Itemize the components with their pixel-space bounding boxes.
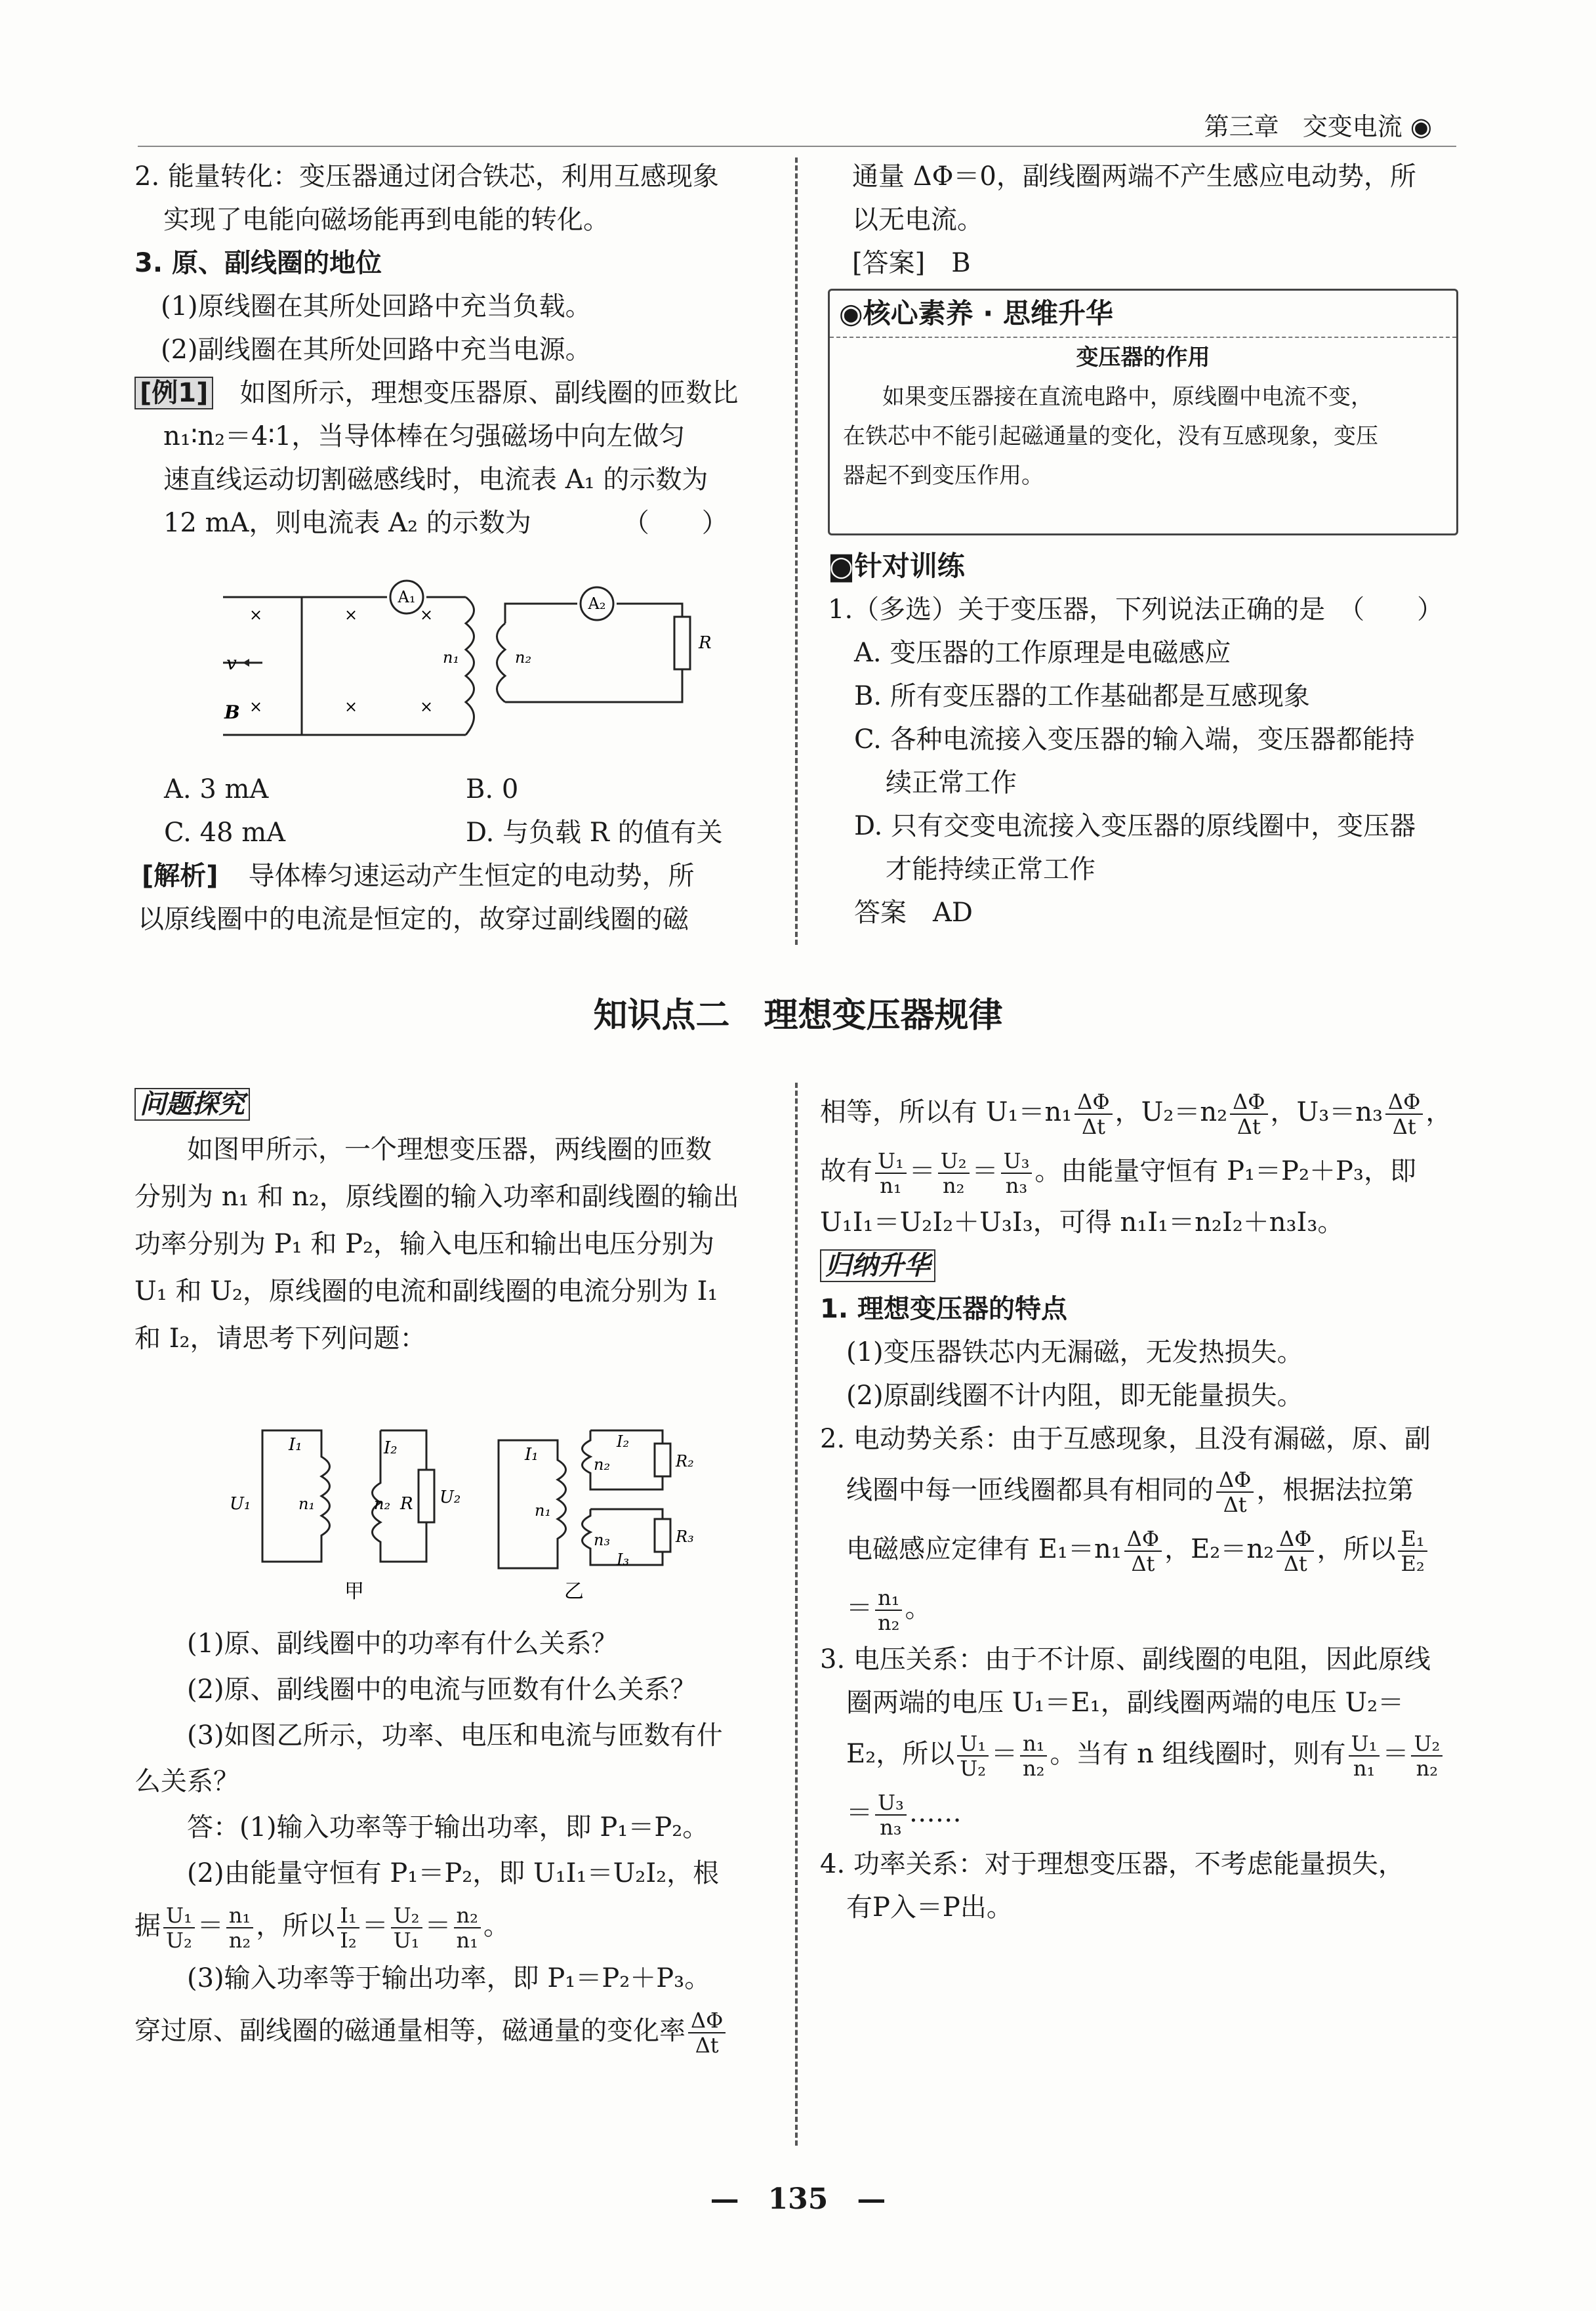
text-line: 和 I₂，请思考下列问题：	[134, 1323, 426, 1354]
example-line: [例1] 如图所示，理想变压器原、副线圈的匝数比	[134, 371, 777, 415]
page-number: — 135 —	[710, 2182, 886, 2216]
svg-text:n₂: n₂	[594, 1455, 611, 1474]
svg-text:U₁: U₁	[230, 1494, 251, 1514]
left-bottom-questions	[134, 1621, 784, 2060]
figure-jia-label: 甲	[344, 1580, 364, 1603]
text-line: 电磁感应定律有 E₁＝n₁ $\frac{\Delta\Phi}{\Delta t}$ ，E₂＝n₂ $\frac{\Delta\Phi}{\Delta t}$ ，所以 $\frac{\text{E₁}}{\text{E₂}}$	[820, 1520, 1466, 1579]
text-line: 以原线圈中的电流是恒定的，故穿过副线圈的磁	[138, 904, 689, 934]
column-divider-bottom	[795, 1083, 798, 2146]
svg-text:×: ×	[344, 697, 358, 716]
svg-text:I₁: I₁	[525, 1445, 539, 1465]
question: (1)原、副线圈中的功率有什么关系？	[187, 1629, 618, 1659]
svg-text:R: R	[400, 1494, 413, 1514]
text-line: 通量 ΔΦ＝0，副线圈两端不产生感应电动势，所	[852, 161, 1416, 192]
text-line: (2)副线圈在其所处回路中充当电源。	[161, 335, 592, 365]
text-line: 故有 $\frac{\text{U₁}}{\text{n₁}}$ ＝ $\frac{\text{U₂}}{\text{n₂}}$ ＝ $\frac{\text{U₃}}{\text{n₃}}$ 。由能量守恒有 P₁＝P₂＋P₃，即	[820, 1148, 1416, 1198]
fraction: $\frac{\Delta\Phi}{\Delta t}$	[1216, 1468, 1254, 1516]
summary-tag: 归纳升华	[820, 1249, 935, 1282]
text-line: 线圈中每一匝线圈都具有相同的 $\frac{\Delta\Phi}{\Delta t}$ ，根据法拉第	[846, 1467, 1414, 1517]
fraction: $\frac{\Delta\Phi}{\Delta t}$	[1230, 1090, 1267, 1138]
answer: 答案 AD	[854, 898, 973, 928]
svg-text:×: ×	[249, 697, 263, 716]
svg-text:×: ×	[420, 697, 434, 716]
core-literacy-title: ◉核心素养 · 思维升华	[830, 291, 1456, 338]
svg-text:×: ×	[420, 606, 434, 624]
text-line: n₁∶n₂＝4∶1，当导体棒在匀强磁场中向左做匀	[163, 421, 685, 451]
heading: 1. 理想变压器的特点	[820, 1294, 1067, 1324]
answer-line: 据 $\frac{\text{U₁}}{\text{U₂}}$ ＝ $\frac{\text{n₁}}{\text{n₂}}$ ，所以 $\frac{\text{I₁}}{\text{I₂}}$ ＝ $\frac{\text{U₂}}{\text{U₁}}$ ＝ $\frac{\text{n₂}}{\text{n₁}}$ 。	[134, 1903, 510, 1953]
training-title: ◙针对训练	[828, 550, 965, 582]
text-line: 12 mA，则电流表 A₂ 的示数为 （ ）	[163, 508, 728, 538]
analysis-tag: [解析]	[142, 861, 218, 891]
section-title: 知识点二 理想变压器规律	[593, 996, 1003, 1035]
svg-text:I₂: I₂	[384, 1438, 398, 1458]
question-line: 1.（多选）关于变压器，下列说法正确的是 （ ）	[828, 594, 1444, 625]
circle-icon: ◉	[1410, 112, 1432, 141]
example-tag: [例1]	[134, 377, 213, 409]
training-section	[828, 545, 1458, 934]
svg-text:n₂: n₂	[374, 1495, 391, 1513]
svg-text:×: ×	[249, 606, 263, 624]
text-line: 2. 能量转化：变压器通过闭合铁芯，利用互感现象	[134, 161, 719, 192]
box-title: 变压器的作用	[1076, 344, 1210, 371]
fraction: $\frac{\text{U₂}}{\text{U₁}}$	[391, 1904, 422, 1952]
question: (3)如图乙所示，功率、电压和电流与匝数有什	[187, 1720, 723, 1751]
options	[138, 768, 774, 941]
fraction: $\frac{\text{U₁}}{\text{U₂}}$	[957, 1732, 989, 1780]
text-line: (1)变压器铁芯内无漏磁，无发热损失。	[846, 1337, 1303, 1367]
option-line: B. 所有变压器的工作基础都是互感现象	[854, 681, 1310, 711]
core-literacy-box: ◉核心素养 · 思维升华 变压器的作用 如果变压器接在直流电路中，原线圈中电流不变， 在铁芯中不能引起磁通量的变化，没有互感现象，变压 器起不到变压作用。	[828, 289, 1458, 535]
option-line: A. 变压器的工作原理是电磁感应	[854, 638, 1231, 668]
n1-label: n₁	[443, 648, 460, 667]
fraction: $\frac{\Delta\Phi}{\Delta t}$	[1074, 1090, 1112, 1138]
option-line: D. 只有交变电流接入变压器的原线圈中，变压器	[854, 811, 1416, 841]
target-icon: ◙	[828, 550, 855, 582]
fraction: $\frac{\text{n₁}}{\text{n₂}}$	[875, 1586, 902, 1634]
text-line: 4. 功率关系：对于理想变压器，不考虑能量损失，	[820, 1849, 1404, 1879]
answer: [答案] B	[852, 248, 971, 278]
left-top-column	[134, 155, 777, 545]
fraction: $\frac{\text{I₁}}{\text{I₂}}$	[337, 1904, 359, 1952]
inquiry-tag: 问题探究	[134, 1088, 250, 1121]
fraction: $\frac{\text{U₁}}{\text{n₁}}$	[1349, 1732, 1380, 1780]
option-line: 才能持续正常工作	[886, 854, 1095, 885]
answer-line: (3)输入功率等于输出功率，即 P₁＝P₂＋P₃。	[187, 1963, 711, 1993]
text-line: 分别为 n₁ 和 n₂，原线圈的输入功率和副线圈的输出	[134, 1182, 739, 1212]
svg-text:I₁: I₁	[289, 1435, 302, 1455]
svg-text:U₂: U₂	[440, 1488, 461, 1507]
fraction: $\frac{\text{U₃}}{\text{n₃}}$	[875, 1791, 907, 1839]
svg-text:I₃: I₃	[617, 1551, 630, 1569]
text-line: U₁ 和 U₂，原线圈的电流和副线圈的电流分别为 I₁	[134, 1276, 718, 1306]
fraction: $\frac{\text{n₁}}{\text{n₂}}$	[1020, 1732, 1047, 1780]
fraction: $\frac{\text{n₂}}{\text{n₁}}$	[454, 1904, 481, 1952]
answer-line: (2)由能量守恒有 P₁＝P₂，即 U₁I₁＝U₂I₂，根	[187, 1858, 720, 1888]
fraction: $\frac{\text{U₂}}{\text{n₂}}$	[1411, 1732, 1443, 1780]
figure-yi-label: 乙	[564, 1580, 584, 1603]
svg-text:×: ×	[344, 606, 358, 624]
text-line: 速直线运动切割磁感线时，电流表 A₁ 的示数为	[163, 465, 708, 495]
heading: 3. 原、副线圈的地位	[134, 248, 382, 278]
fraction: $\frac{\Delta\Phi}{\Delta t}$	[1277, 1527, 1314, 1575]
text-line: 2. 电动势关系：由于互感现象，且没有漏磁，原、副	[820, 1424, 1431, 1454]
svg-text:n₁: n₁	[298, 1495, 316, 1513]
text-line: 相等，所以有 U₁＝n₁ $\frac{\Delta\Phi}{\Delta t}$ ，U₂＝n₂ $\frac{\Delta\Phi}{\Delta t}$ ，U₃＝n₃ $\frac{\Delta\Phi}{\Delta t}$ ，	[820, 1089, 1452, 1139]
text-line: ＝ $\frac{\text{U₃}}{\text{n₃}}$ ……	[846, 1790, 962, 1840]
fraction: $\frac{\Delta\Phi}{\Delta t}$	[688, 2009, 726, 2057]
fraction: $\frac{\Delta\Phi}{\Delta t}$	[1385, 1090, 1423, 1138]
text-line: E₂，所以 $\frac{\text{U₁}}{\text{U₂}}$ ＝ $\frac{\text{n₁}}{\text{n₂}}$ 。当有 n 组线圈时，则有 $\frac{\text{U₁}}{\text{n₁}}$ ＝ $\frac{\text{U₂}}{\text{n₂}}$	[820, 1724, 1466, 1783]
example-circuit-figure	[210, 571, 712, 748]
column-divider-top	[795, 157, 798, 945]
transformer-figures	[223, 1411, 722, 1608]
ammeter-a1-label: A₁	[398, 588, 416, 606]
question: (2)原、副线圈中的电流与匝数有什么关系？	[187, 1675, 697, 1705]
ammeter-a2-label: A₂	[588, 594, 606, 613]
svg-text:R₂: R₂	[676, 1452, 694, 1470]
answer-line: 答：(1)输入功率等于输出功率，即 P₁＝P₂。	[187, 1812, 709, 1843]
text-line: 有P入＝P出。	[846, 1892, 1013, 1923]
fraction: $\frac{\text{U₁}}{\text{n₁}}$	[875, 1149, 907, 1197]
field-label: B	[224, 701, 240, 723]
svg-text:R₃: R₃	[676, 1528, 694, 1546]
right-bottom-column	[820, 1083, 1466, 1929]
header-rule	[138, 146, 1456, 147]
text-line: (2)原副线圈不计内阻，即无能量损失。	[846, 1381, 1303, 1411]
velocity-label: v	[226, 652, 237, 674]
fraction: $\frac{\Delta\Phi}{\Delta t}$	[1124, 1527, 1162, 1575]
question: 么关系？	[134, 1766, 239, 1797]
option-line: 续正常工作	[886, 768, 1017, 798]
option-line: C. 各种电流接入变压器的输入端，变压器都能持	[854, 724, 1415, 755]
fraction: $\frac{\text{U₃}}{\text{n₃}}$	[1001, 1149, 1033, 1197]
left-bottom-column	[134, 1083, 777, 1362]
answer-line: 穿过原、副线圈的磁通量相等，磁通量的变化率 $\frac{\Delta\Phi}{\Delta t}$	[134, 2001, 784, 2060]
right-top-column	[823, 155, 1466, 285]
svg-text:n₃: n₃	[594, 1531, 611, 1549]
r-label: R	[699, 633, 712, 653]
fraction: $\frac{\text{U₁}}{\text{U₂}}$	[163, 1904, 195, 1952]
text-line: (1)原线圈在其所处回路中充当负载。	[161, 291, 592, 322]
option-d: D. 与负载 R 的值有关	[466, 818, 723, 848]
text-line: 如图甲所示，一个理想变压器，两线圈的匝数	[187, 1135, 712, 1165]
chapter-title: 交变电流	[1302, 112, 1402, 141]
fraction: $\frac{\text{E₁}}{\text{E₂}}$	[1398, 1527, 1427, 1575]
svg-text:n₁: n₁	[535, 1501, 552, 1520]
text-line: 实现了电能向磁场能再到电能的转化。	[163, 205, 609, 235]
text-line: 3. 电压关系：由于不计原、副线圈的电阻，因此原线	[820, 1644, 1431, 1675]
fraction: $\frac{\text{n₁}}{\text{n₂}}$	[226, 1904, 253, 1952]
option-b: B. 0	[466, 774, 519, 804]
analysis-line: [解析] 导体棒匀速运动产生恒定的电动势，所	[138, 854, 774, 898]
text-line: ＝ $\frac{\text{n₁}}{\text{n₂}}$ 。	[846, 1585, 931, 1635]
fraction: $\frac{\text{U₂}}{\text{n₂}}$	[938, 1149, 970, 1197]
page-header	[1204, 106, 1432, 142]
text-line: 以无电流。	[852, 205, 983, 235]
n2-label: n₂	[515, 648, 532, 667]
option-c: C. 48 mA	[164, 818, 286, 848]
svg-text:I₂: I₂	[617, 1432, 630, 1451]
chapter-number: 第三章	[1204, 112, 1279, 141]
text-line: U₁I₁＝U₂I₂＋U₃I₃，可得 n₁I₁＝n₂I₂＋n₃I₃。	[820, 1207, 1344, 1238]
text-line: 功率分别为 P₁ 和 P₂，输入电压和输出电压分别为	[134, 1229, 715, 1259]
text-line: 圈两端的电压 U₁＝E₁，副线圈两端的电压 U₂＝	[846, 1688, 1404, 1718]
option-a: A. 3 mA	[164, 774, 269, 804]
